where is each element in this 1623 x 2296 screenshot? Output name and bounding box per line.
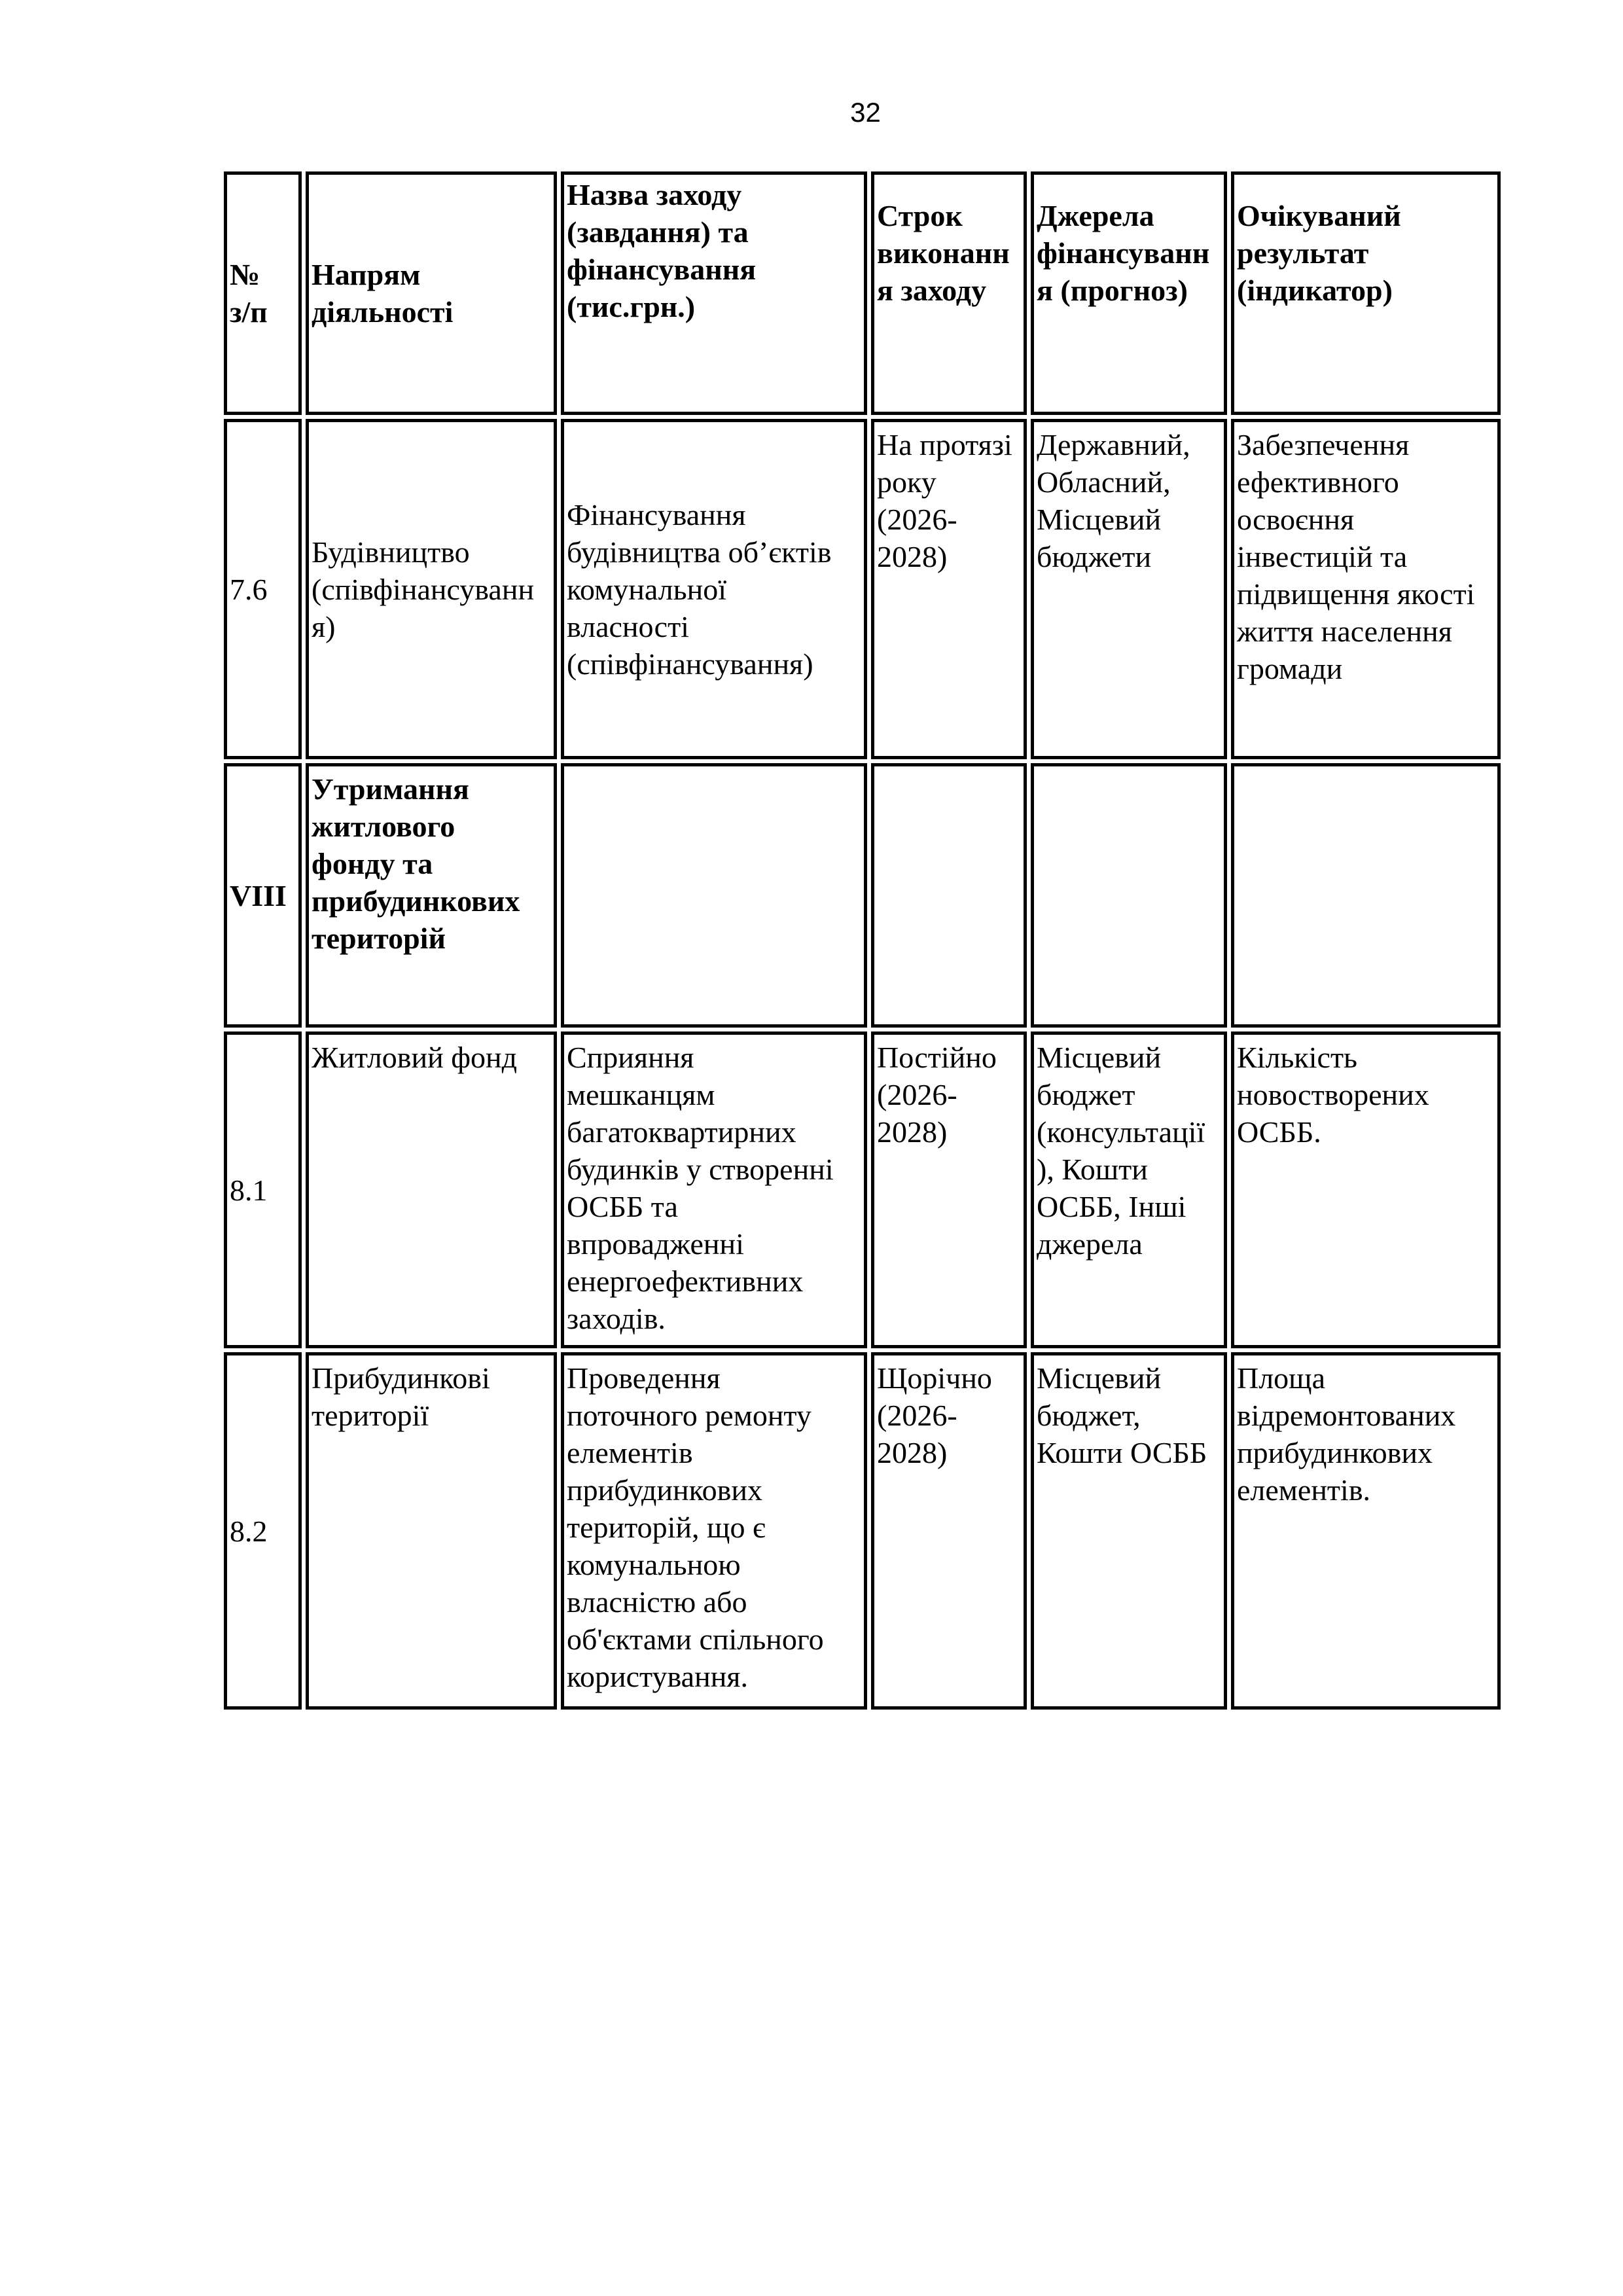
page-number: 32 (850, 97, 881, 128)
cell-line: Площа (1237, 1361, 1326, 1395)
cell-line: Місцевий (1037, 1041, 1162, 1074)
cell-line: комунальної (567, 572, 727, 606)
cell-line: елементів. (1237, 1473, 1371, 1507)
cell-line: Щорічно (877, 1361, 992, 1395)
row-result (1231, 419, 1501, 759)
cell-line: На протязі (877, 428, 1012, 461)
cell-line: освоєння (1237, 503, 1355, 536)
header-text: Строк (877, 199, 963, 232)
cell-line: фонду та (312, 847, 433, 880)
header-number (224, 171, 302, 415)
cell-line: прибудинкових (567, 1473, 762, 1507)
cell-line: я) (312, 609, 336, 643)
header-text: Очікуваний (1237, 199, 1401, 232)
cell-line: об'єктами спільного (567, 1623, 824, 1656)
cell-line: Житловий фонд (312, 1041, 518, 1074)
cell-line: Місцевий (1037, 1361, 1162, 1395)
cell-line: Місцевий (1037, 503, 1162, 536)
cell-line: територій, що є (567, 1511, 766, 1544)
action-plan-table (220, 168, 1505, 1713)
cell-line: ), Кошти (1037, 1153, 1148, 1186)
cell-line: ОСББ, Інші (1037, 1190, 1186, 1223)
cell-line: (2026- (877, 503, 957, 536)
cell-line: Державний, (1037, 428, 1190, 461)
cell-line: Фінансування (567, 497, 746, 531)
row-term (871, 1031, 1027, 1348)
cell-line: Проведення (567, 1361, 721, 1395)
header-direction (306, 171, 557, 415)
cell-line: (співфінансуванн (312, 572, 535, 606)
row-sources (1031, 1031, 1227, 1348)
header-text: результат (1237, 236, 1369, 270)
cell-line: бюджет (1037, 1078, 1135, 1111)
header-text: (завдання) та (567, 215, 749, 249)
header-text: Напрям (312, 258, 421, 291)
header-text: з/п (230, 295, 268, 329)
cell-line: комунальною (567, 1548, 741, 1581)
cell-line: заходів. (567, 1302, 666, 1335)
cell-line: ОСББ та (567, 1190, 678, 1223)
row-term (871, 419, 1027, 759)
cell-line: відремонтованих (1237, 1399, 1456, 1432)
cell-line: мешканцям (567, 1078, 715, 1111)
empty-cell (871, 763, 1027, 1028)
header-text: я заходу (877, 274, 987, 307)
header-text: фінансування (567, 253, 757, 286)
cell-line: житлового (312, 810, 455, 843)
header-text: фінансуванн (1037, 236, 1210, 270)
section-title (306, 763, 557, 1028)
header-text: № (230, 258, 260, 291)
cell-line: власності (567, 609, 689, 643)
row-number: 8.2 (224, 1352, 302, 1710)
header-result (1231, 171, 1501, 415)
row-result (1231, 1352, 1501, 1710)
header-text: Джерела (1037, 199, 1154, 232)
cell-line: року (877, 465, 936, 499)
header-sources (1031, 171, 1227, 415)
row-result (1231, 1031, 1501, 1348)
cell-line: джерела (1037, 1227, 1143, 1261)
cell-line: територій (312, 922, 446, 955)
cell-line: території (312, 1399, 429, 1432)
row-term (871, 1352, 1027, 1710)
cell-line: новостворених (1237, 1078, 1429, 1111)
cell-line: бюджети (1037, 540, 1152, 573)
cell-line: підвищення якості (1237, 577, 1475, 611)
section-number: VIII (224, 763, 302, 1028)
cell-line: поточного ремонту (567, 1399, 812, 1432)
section-row (224, 763, 1501, 1028)
cell-line: (співфінансування) (567, 647, 813, 681)
empty-cell (1031, 763, 1227, 1028)
cell-line: громади (1237, 652, 1343, 685)
table-header-row (224, 171, 1501, 415)
header-text: Назва заходу (567, 178, 742, 211)
cell-line: (2026- (877, 1078, 957, 1111)
cell-line: 2028) (877, 540, 948, 573)
cell-line: (2026- (877, 1399, 957, 1432)
cell-line: прибудинкових (1237, 1436, 1433, 1469)
cell-line: бюджет, (1037, 1399, 1141, 1432)
cell-line: Постійно (877, 1041, 997, 1074)
empty-cell (1231, 763, 1501, 1028)
header-term (871, 171, 1027, 415)
header-text: виконанн (877, 236, 1010, 270)
row-number: 7.6 (224, 419, 302, 759)
table-row (224, 1031, 1501, 1348)
cell-line: прибудинкових (312, 884, 520, 918)
empty-cell (561, 763, 867, 1028)
cell-line: Сприяння (567, 1041, 694, 1074)
cell-line: користування. (567, 1660, 748, 1693)
table-row (224, 419, 1501, 759)
row-measure (561, 419, 867, 759)
cell-line: життя населення (1237, 615, 1452, 648)
header-text: (тис.грн.) (567, 290, 696, 323)
cell-line: (консультації (1037, 1115, 1205, 1149)
cell-line: Утримання (312, 772, 469, 806)
cell-line: ОСББ. (1237, 1115, 1321, 1149)
cell-line: елементів (567, 1436, 693, 1469)
header-measure (561, 171, 867, 415)
row-measure (561, 1352, 867, 1710)
cell-line: Кількість (1237, 1041, 1358, 1074)
row-sources (1031, 419, 1227, 759)
cell-line: Будівництво (312, 535, 470, 569)
cell-line: багатоквартирних (567, 1115, 796, 1149)
table-row (224, 1352, 1501, 1710)
row-number: 8.1 (224, 1031, 302, 1348)
cell-line: інвестицій та (1237, 540, 1408, 573)
row-measure (561, 1031, 867, 1348)
cell-line: ефективного (1237, 465, 1399, 499)
cell-line: Обласний, (1037, 465, 1171, 499)
header-text: діяльності (312, 295, 454, 329)
cell-line: власністю або (567, 1585, 747, 1619)
cell-line: 2028) (877, 1436, 948, 1469)
cell-line: будинків у створенні (567, 1153, 834, 1186)
header-text: (індикатор) (1237, 274, 1393, 307)
row-direction (306, 1031, 557, 1348)
cell-line: впровадженні (567, 1227, 744, 1261)
row-direction (306, 419, 557, 759)
row-sources (1031, 1352, 1227, 1710)
cell-line: 2028) (877, 1115, 948, 1149)
cell-line: Прибудинкові (312, 1361, 490, 1395)
cell-line: енергоефективних (567, 1265, 804, 1298)
cell-line: Забезпечення (1237, 428, 1410, 461)
header-text: я (прогноз) (1037, 274, 1188, 307)
cell-line: будівництва об’єктів (567, 535, 832, 569)
cell-line: Кошти ОСББ (1037, 1436, 1207, 1469)
row-direction (306, 1352, 557, 1710)
